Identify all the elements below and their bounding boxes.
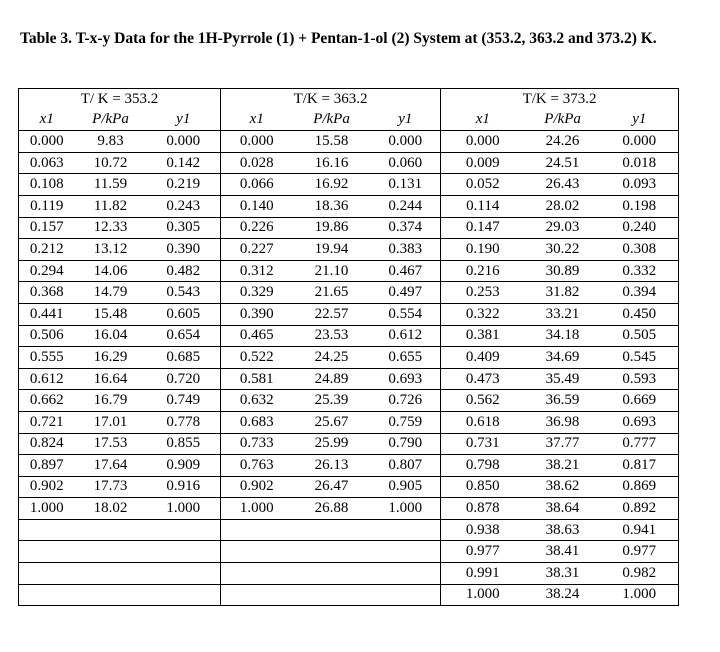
table-row: [19, 433, 679, 455]
cell-353-x1: 0.157: [19, 217, 75, 239]
cell-373-x1: 0.938: [441, 519, 525, 541]
cell-373-x1: 0.473: [441, 368, 525, 390]
cell-373-pressure: 26.43: [525, 174, 601, 196]
cell-363-pressure: 16.16: [293, 152, 371, 174]
cell-363-pressure: 21.10: [293, 260, 371, 282]
cell-373-y1: 0.308: [601, 239, 679, 261]
cell-363-x1: 0.329: [221, 282, 293, 304]
cell-353-x1: 0.108: [19, 174, 75, 196]
cell-363-pressure: 19.86: [293, 217, 371, 239]
cell-373-pressure: 24.26: [525, 131, 601, 153]
table-row: [19, 519, 679, 541]
cell-353-pressure: 16.64: [75, 368, 147, 390]
cell-353-x1: 0.506: [19, 325, 75, 347]
cell-363-x1: 0.028: [221, 152, 293, 174]
table-row: [19, 347, 679, 369]
cell-363-y1: 0.655: [371, 347, 441, 369]
cell-353-pressure: [75, 541, 147, 563]
cell-373-y1: 1.000: [601, 584, 679, 606]
cell-353-pressure: 11.59: [75, 174, 147, 196]
cell-363-y1: [371, 519, 441, 541]
table-row: [19, 260, 679, 282]
cell-373-x1: 0.216: [441, 260, 525, 282]
cell-363-pressure: [293, 563, 371, 585]
cell-373-x1: 0.991: [441, 563, 525, 585]
cell-373-x1: 0.381: [441, 325, 525, 347]
cell-363-y1: 0.905: [371, 476, 441, 498]
cell-363-y1: 0.131: [371, 174, 441, 196]
cell-353-pressure: 15.48: [75, 303, 147, 325]
cell-353-x1: 1.000: [19, 498, 75, 520]
cell-353-x1: 0.897: [19, 455, 75, 477]
cell-373-y1: 0.892: [601, 498, 679, 520]
table-row: [19, 476, 679, 498]
cell-353-y1: 0.654: [147, 325, 221, 347]
cell-353-y1: 0.390: [147, 239, 221, 261]
table-row: [19, 152, 679, 174]
cell-373-x1: 0.190: [441, 239, 525, 261]
cell-353-y1: 1.000: [147, 498, 221, 520]
cell-353-pressure: [75, 584, 147, 606]
cell-353-pressure: 11.82: [75, 195, 147, 217]
cell-373-pressure: 35.49: [525, 368, 601, 390]
cell-373-y1: 0.693: [601, 411, 679, 433]
cell-363-y1: 0.759: [371, 411, 441, 433]
cell-363-y1: [371, 563, 441, 585]
cell-363-y1: 0.244: [371, 195, 441, 217]
cell-363-pressure: 16.92: [293, 174, 371, 196]
cell-353-y1: 0.916: [147, 476, 221, 498]
cell-363-x1: 0.066: [221, 174, 293, 196]
cell-353-pressure: 17.01: [75, 411, 147, 433]
cell-373-pressure: 38.62: [525, 476, 601, 498]
cell-373-pressure: 38.31: [525, 563, 601, 585]
column-header-pressure: P/kPa: [525, 110, 601, 131]
table-row: [19, 217, 679, 239]
cell-363-x1: 0.763: [221, 455, 293, 477]
cell-373-y1: 0.000: [601, 131, 679, 153]
cell-353-pressure: [75, 519, 147, 541]
cell-363-pressure: [293, 541, 371, 563]
column-header-pressure: P/kPa: [75, 110, 147, 131]
cell-373-y1: 0.450: [601, 303, 679, 325]
cell-363-pressure: 25.99: [293, 433, 371, 455]
cell-373-y1: 0.093: [601, 174, 679, 196]
cell-353-pressure: 17.64: [75, 455, 147, 477]
cell-353-x1: 0.294: [19, 260, 75, 282]
cell-353-pressure: 13.12: [75, 239, 147, 261]
cell-373-x1: 0.850: [441, 476, 525, 498]
cell-363-y1: 0.383: [371, 239, 441, 261]
cell-353-pressure: 16.04: [75, 325, 147, 347]
cell-363-y1: 0.374: [371, 217, 441, 239]
cell-373-x1: 0.114: [441, 195, 525, 217]
group-header-353: T/ K = 353.2: [19, 89, 221, 110]
table-row: [19, 563, 679, 585]
cell-353-y1: 0.720: [147, 368, 221, 390]
cell-353-y1: 0.305: [147, 217, 221, 239]
cell-373-x1: 0.009: [441, 152, 525, 174]
cell-363-y1: 0.060: [371, 152, 441, 174]
cell-363-y1: [371, 584, 441, 606]
cell-353-x1: 0.824: [19, 433, 75, 455]
cell-373-x1: 0.562: [441, 390, 525, 412]
temperature-header-row: [19, 89, 679, 110]
data-table: [18, 88, 679, 606]
cell-353-y1: 0.909: [147, 455, 221, 477]
cell-353-pressure: 16.29: [75, 347, 147, 369]
cell-363-pressure: 26.88: [293, 498, 371, 520]
cell-353-y1: 0.142: [147, 152, 221, 174]
cell-363-y1: 0.612: [371, 325, 441, 347]
cell-363-y1: 0.693: [371, 368, 441, 390]
cell-363-y1: 0.554: [371, 303, 441, 325]
cell-353-pressure: 17.73: [75, 476, 147, 498]
cell-363-x1: 0.227: [221, 239, 293, 261]
table-row: [19, 455, 679, 477]
cell-363-y1: 0.497: [371, 282, 441, 304]
cell-373-x1: 0.052: [441, 174, 525, 196]
cell-363-pressure: 26.13: [293, 455, 371, 477]
cell-353-pressure: 14.06: [75, 260, 147, 282]
cell-363-x1: 1.000: [221, 498, 293, 520]
cell-353-pressure: 10.72: [75, 152, 147, 174]
cell-373-y1: 0.777: [601, 433, 679, 455]
cell-373-y1: 0.669: [601, 390, 679, 412]
cell-353-y1: 0.243: [147, 195, 221, 217]
table-row: [19, 584, 679, 606]
cell-353-y1: 0.482: [147, 260, 221, 282]
cell-363-pressure: 24.25: [293, 347, 371, 369]
cell-353-x1: 0.212: [19, 239, 75, 261]
cell-353-pressure: 9.83: [75, 131, 147, 153]
table-body: [19, 131, 679, 606]
cell-363-pressure: 18.36: [293, 195, 371, 217]
table-row: [19, 390, 679, 412]
column-header-pressure: P/kPa: [293, 110, 371, 131]
column-header-x1: x1: [19, 110, 75, 131]
table-row: [19, 368, 679, 390]
cell-373-y1: 0.817: [601, 455, 679, 477]
cell-373-x1: 0.977: [441, 541, 525, 563]
cell-363-pressure: 22.57: [293, 303, 371, 325]
cell-353-pressure: [75, 563, 147, 585]
table-row: [19, 174, 679, 196]
cell-353-y1: [147, 563, 221, 585]
cell-363-x1: [221, 541, 293, 563]
cell-353-y1: 0.000: [147, 131, 221, 153]
cell-353-y1: 0.855: [147, 433, 221, 455]
cell-353-y1: [147, 541, 221, 563]
table-row: [19, 195, 679, 217]
table-row: [19, 239, 679, 261]
cell-353-y1: 0.219: [147, 174, 221, 196]
cell-363-x1: 0.140: [221, 195, 293, 217]
cell-353-y1: 0.778: [147, 411, 221, 433]
cell-363-y1: 0.726: [371, 390, 441, 412]
cell-363-x1: 0.632: [221, 390, 293, 412]
cell-373-pressure: 31.82: [525, 282, 601, 304]
cell-353-y1: 0.605: [147, 303, 221, 325]
cell-363-pressure: 19.94: [293, 239, 371, 261]
cell-353-x1: 0.555: [19, 347, 75, 369]
cell-353-x1: 0.063: [19, 152, 75, 174]
group-header-373: T/K = 373.2: [441, 89, 679, 110]
cell-373-pressure: 34.18: [525, 325, 601, 347]
cell-363-x1: 0.390: [221, 303, 293, 325]
cell-363-x1: 0.733: [221, 433, 293, 455]
cell-363-pressure: [293, 519, 371, 541]
column-header-y1: y1: [147, 110, 221, 131]
cell-363-pressure: 26.47: [293, 476, 371, 498]
cell-363-pressure: 24.89: [293, 368, 371, 390]
cell-353-x1: [19, 519, 75, 541]
cell-363-pressure: [293, 584, 371, 606]
cell-363-x1: 0.902: [221, 476, 293, 498]
cell-363-y1: 0.467: [371, 260, 441, 282]
cell-373-x1: 0.000: [441, 131, 525, 153]
cell-363-pressure: 15.58: [293, 131, 371, 153]
cell-353-x1: 0.612: [19, 368, 75, 390]
cell-373-pressure: 38.41: [525, 541, 601, 563]
cell-353-y1: 0.543: [147, 282, 221, 304]
cell-353-x1: [19, 563, 75, 585]
column-header-y1: y1: [371, 110, 441, 131]
cell-353-y1: [147, 584, 221, 606]
cell-353-pressure: 18.02: [75, 498, 147, 520]
cell-373-x1: 0.798: [441, 455, 525, 477]
cell-363-x1: 0.683: [221, 411, 293, 433]
cell-363-x1: 0.522: [221, 347, 293, 369]
cell-363-y1: 0.807: [371, 455, 441, 477]
cell-363-x1: 0.226: [221, 217, 293, 239]
cell-363-x1: 0.000: [221, 131, 293, 153]
cell-373-pressure: 36.59: [525, 390, 601, 412]
cell-353-x1: 0.000: [19, 131, 75, 153]
cell-373-y1: 0.977: [601, 541, 679, 563]
cell-353-pressure: 12.33: [75, 217, 147, 239]
group-header-363: T/K = 363.2: [221, 89, 441, 110]
cell-373-y1: 0.394: [601, 282, 679, 304]
cell-373-pressure: 30.89: [525, 260, 601, 282]
cell-353-x1: 0.119: [19, 195, 75, 217]
cell-373-x1: 0.731: [441, 433, 525, 455]
cell-353-pressure: 16.79: [75, 390, 147, 412]
table-row: [19, 325, 679, 347]
table-row: [19, 498, 679, 520]
column-header-x1: x1: [221, 110, 293, 131]
table-row: [19, 541, 679, 563]
cell-373-y1: 0.505: [601, 325, 679, 347]
cell-373-y1: 0.545: [601, 347, 679, 369]
cell-373-pressure: 24.51: [525, 152, 601, 174]
cell-353-y1: 0.749: [147, 390, 221, 412]
cell-373-pressure: 37.77: [525, 433, 601, 455]
cell-373-pressure: 30.22: [525, 239, 601, 261]
cell-363-y1: 0.000: [371, 131, 441, 153]
cell-353-pressure: 17.53: [75, 433, 147, 455]
cell-353-x1: 0.368: [19, 282, 75, 304]
column-header-y1: y1: [601, 110, 679, 131]
cell-353-y1: 0.685: [147, 347, 221, 369]
cell-363-y1: 1.000: [371, 498, 441, 520]
table-row: [19, 131, 679, 153]
cell-373-x1: 1.000: [441, 584, 525, 606]
cell-373-y1: 0.018: [601, 152, 679, 174]
cell-373-x1: 0.147: [441, 217, 525, 239]
cell-373-y1: 0.198: [601, 195, 679, 217]
cell-373-x1: 0.322: [441, 303, 525, 325]
table-row: [19, 411, 679, 433]
cell-373-pressure: 38.24: [525, 584, 601, 606]
cell-353-x1: 0.441: [19, 303, 75, 325]
cell-353-x1: [19, 541, 75, 563]
table-row: [19, 282, 679, 304]
cell-373-y1: 0.941: [601, 519, 679, 541]
cell-353-x1: [19, 584, 75, 606]
cell-353-x1: 0.721: [19, 411, 75, 433]
cell-363-x1: 0.581: [221, 368, 293, 390]
cell-373-x1: 0.409: [441, 347, 525, 369]
cell-363-pressure: 23.53: [293, 325, 371, 347]
cell-373-pressure: 38.63: [525, 519, 601, 541]
cell-363-x1: [221, 519, 293, 541]
cell-353-x1: 0.902: [19, 476, 75, 498]
cell-373-pressure: 29.03: [525, 217, 601, 239]
cell-363-x1: [221, 584, 293, 606]
cell-373-x1: 0.618: [441, 411, 525, 433]
cell-373-pressure: 38.21: [525, 455, 601, 477]
cell-373-x1: 0.878: [441, 498, 525, 520]
column-header-x1: x1: [441, 110, 525, 131]
table-caption: Table 3. T-x-y Data for the 1H-Pyrrole (1) + Pentan-1-ol (2) System at (353.2, 363.2 and 373.2) K.: [20, 30, 657, 47]
cell-373-x1: 0.253: [441, 282, 525, 304]
cell-363-y1: 0.790: [371, 433, 441, 455]
cell-373-pressure: 36.98: [525, 411, 601, 433]
column-header-row: [19, 110, 679, 131]
cell-373-pressure: 34.69: [525, 347, 601, 369]
cell-363-pressure: 25.39: [293, 390, 371, 412]
cell-373-pressure: 38.64: [525, 498, 601, 520]
cell-373-pressure: 33.21: [525, 303, 601, 325]
cell-373-y1: 0.982: [601, 563, 679, 585]
cell-373-y1: 0.240: [601, 217, 679, 239]
cell-353-y1: [147, 519, 221, 541]
table-row: [19, 303, 679, 325]
cell-363-x1: 0.312: [221, 260, 293, 282]
cell-363-x1: 0.465: [221, 325, 293, 347]
cell-363-pressure: 21.65: [293, 282, 371, 304]
cell-363-pressure: 25.67: [293, 411, 371, 433]
cell-373-y1: 0.593: [601, 368, 679, 390]
cell-353-pressure: 14.79: [75, 282, 147, 304]
cell-373-pressure: 28.02: [525, 195, 601, 217]
cell-363-y1: [371, 541, 441, 563]
cell-363-x1: [221, 563, 293, 585]
cell-373-y1: 0.332: [601, 260, 679, 282]
cell-353-x1: 0.662: [19, 390, 75, 412]
cell-373-y1: 0.869: [601, 476, 679, 498]
